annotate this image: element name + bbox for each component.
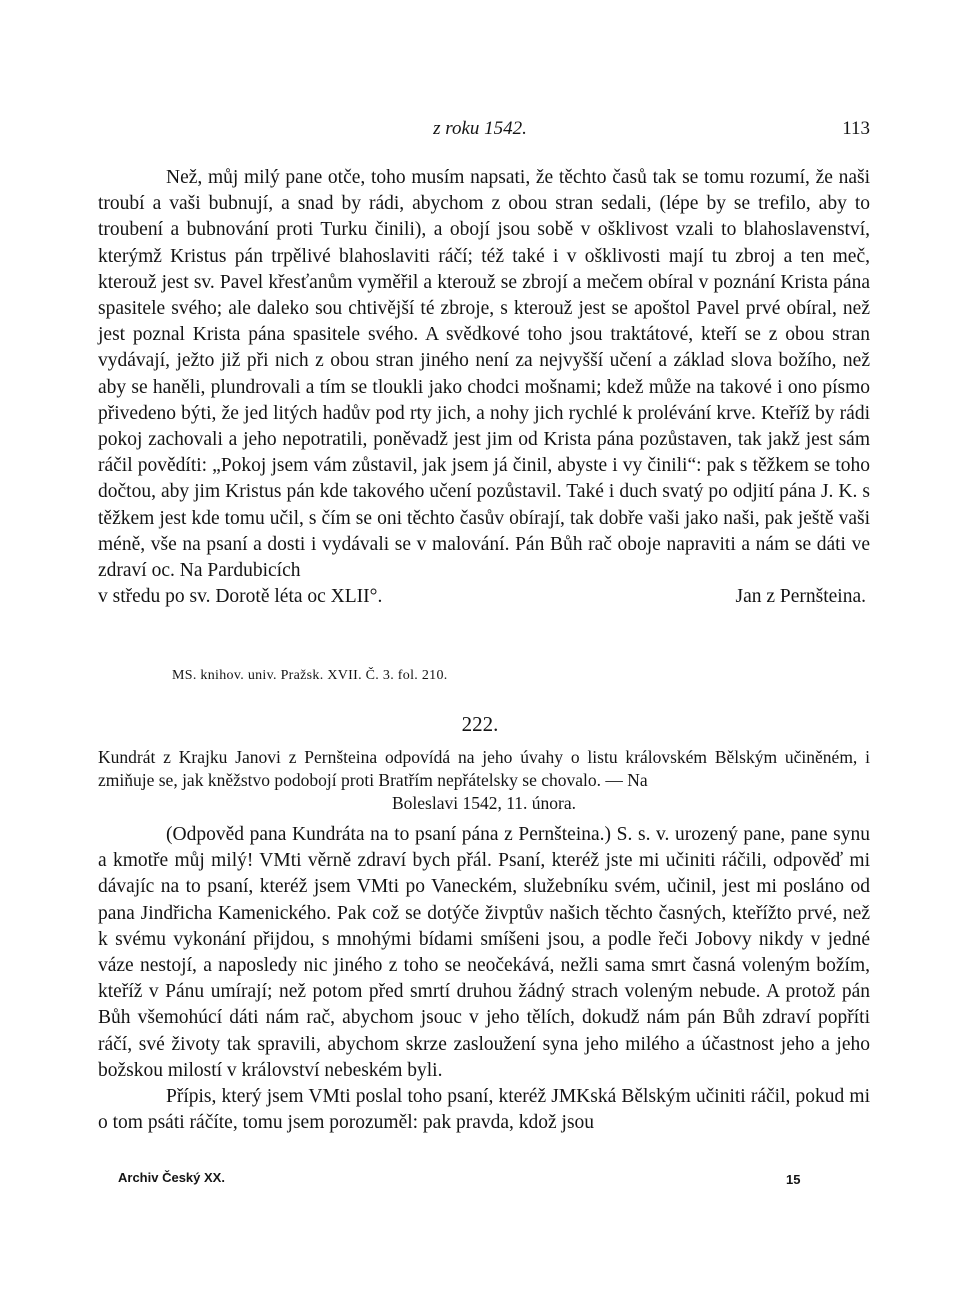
summary-main: Kundrát z Krajku Janovi z Pernšteina odpovídá na jeho úvahy o listu královském Bělským učiněném, i zmiňuje se, jak kněžstvo podobojí proti Bratřím nepřátelsky se chovalo. — Na xyxy=(98,747,870,790)
running-title: z roku 1542. xyxy=(433,118,527,139)
letter-221-text xyxy=(98,165,870,610)
letter-222-paragraph-1: (Odpověd pana Kundráta na to psaní pána z Pernšteina.) S. s. v. urozený pane, pane synu a kmotře můj milý! VMti věrně zdraví bych přál. Psaní, kteréž jste mi učiniti ráčili, odpověď mi dávajíc na to psaní, kteréž jsem VMti po Vaneckém, služebníku svém, učinil, jest mi posláno od pana Jindřicha Kamenického. Pak což se dotýče živptův našich těchto časných, kteřížto prvé, než k svému vykonání přijdou, s mnohými bídami smíšeni jsou, a podle řeči Jobovy nikdy v jedné váze nestojí, a naposledy nic jiného z toho se neočekává, nežli sama smrt časná voleným božím, kteříž v Pánu umírají; než potom před smrtí druhou žádný strach voleným nebude. A protož pán Bůh všemohúcí dáti nám rač, abychom jsouc v jeho tělích, dokudž nám pán Bůh zdraví popříti ráčí, své životy tak spravili, abychom skrze zasloužení syna jeho milého a účastnost jeho a jeho božskou milostí v království nebeském byli. xyxy=(98,824,870,1081)
letter-222-paragraph-2: Přípis, který jsem VMti poslal toho psaní, kteréž JMKská Bělským učiniti ráčil, pokud mi o tom psáti ráčíte, tomu jsem porozuměl: pak pravda, kdož jsou xyxy=(98,1086,870,1134)
footer-sheet-number: 15 xyxy=(786,1172,801,1187)
letter-222-text xyxy=(98,822,870,1136)
footer-signature-mark: Archiv Český XX. xyxy=(118,1170,225,1185)
letter-221-signature: Jan z Pernšteina. xyxy=(735,586,866,608)
letter-221-date: v středu po sv. Dorotě léta oc XLII°. xyxy=(98,586,383,608)
letter-221-closing xyxy=(98,584,870,610)
letter-221-body: Než, můj milý pane otče, toho musím napsati, že těchto časů tak se tomu rozumí, že naši troubí a vaši bubnují, a snad by rádi, abychom z obou stran sedali, (lépe by se trefilo, aby to troubení a bubnování proti Turku činili), a obojí jsou sobě v ošklivost vzali to blahoslavenství, kterýmž Kristus pán trpělivé blahoslaviti ráčí; též také i v ošklivosti mají tu zbroj a ten meč, kterouž jest sv. Pavel křesťanům vyměřil a kterouž se zbrojí a mečem obíral v poznání Krista pána spasitele svého; ale daleko sou chtivější té zbroje, s kterouž jest se apoštol Pavel prvé obíral, než jest poznal Krista pána spasitele svého. A svědkové toho jsou traktátové, kteří se z obou stran vydávají, ježto již při nich z obou stran jiného není za nejvyšší učení a základ slova božího, než aby se haněli, plundrovali a tím se tloukli jako chodci mošnami; kdež může na takové i ono písmo přivedeno býti, že jed litých hadův pod rty jich, a nohy jich rychlé k prolévání krve. Kteříž by rádi pokoj zachovali a jeho nepotratili, poněvadž jest jim od Krista pána pozůstaven, tak jakž jest sám ráčil povědíti: „Pokoj jsem vám zůstavil, jak jsem já činil, abyste i vy činili“: pak s těžkem se toho dočtou, aby jim Kristus pán kde takového učení pozůstavil. Také i duch svatý po odjití pána J. K. s těžkem jest kde tomu učil, s čím se oni těchto časův obírají, tak dobře vaši jako naši, pak ještě vaši méně, vše na psaní a dosti i vydávali se v malování. Pán Bůh rač oboje napraviti a nám se dáti ve zdraví oc. Na Pardubicích xyxy=(98,167,870,582)
document-number: 222. xyxy=(461,712,499,736)
source-note: MS. knihov. univ. Pražsk. XVII. Č. 3. fol. 210. xyxy=(172,668,448,683)
letter-222-summary xyxy=(98,746,870,815)
summary-last-line: Boleslavi 1542, 11. února. xyxy=(391,793,577,813)
page-number: 113 xyxy=(842,118,870,139)
